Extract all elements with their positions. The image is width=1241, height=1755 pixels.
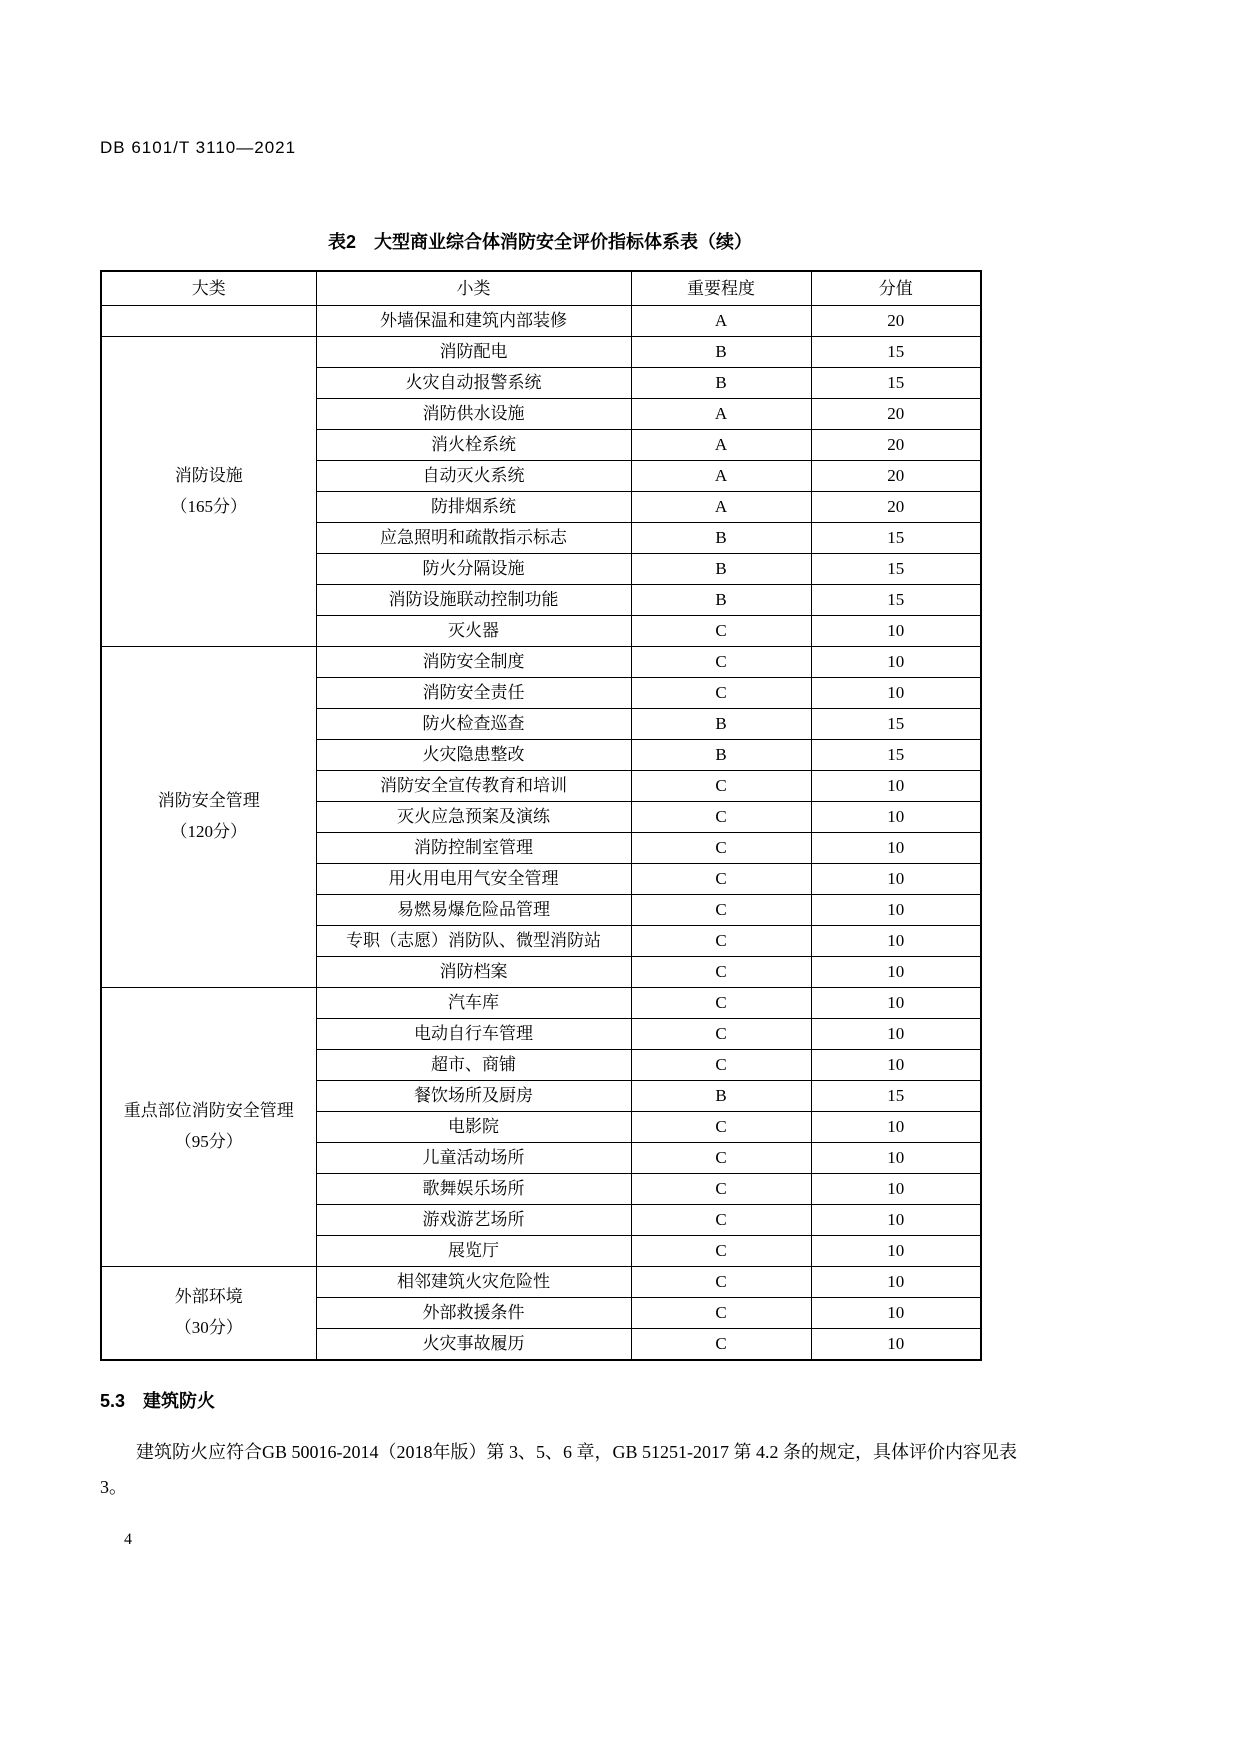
section-heading: 5.3 建筑防火 xyxy=(100,1391,216,1411)
subcategory-cell: 游戏游艺场所 xyxy=(316,1205,631,1236)
score-cell: 10 xyxy=(811,833,981,864)
score-cell: 10 xyxy=(811,988,981,1019)
table-title: 表2 大型商业综合体消防安全评价指标体系表（续） xyxy=(327,232,752,252)
category-score-note: （95分） xyxy=(174,1132,243,1151)
importance-cell: B xyxy=(631,740,811,771)
table-row xyxy=(101,647,981,678)
score-cell: 20 xyxy=(811,430,981,461)
eval-table xyxy=(100,270,982,1361)
subcategory-cell: 消火栓系统 xyxy=(316,430,631,461)
importance-cell: C xyxy=(631,1329,811,1361)
score-cell: 20 xyxy=(811,306,981,337)
table-header-cell: 重要程度 xyxy=(631,271,811,306)
category-score-note: （120分） xyxy=(170,822,247,841)
importance-cell: C xyxy=(631,1205,811,1236)
importance-cell: C xyxy=(631,678,811,709)
score-cell: 20 xyxy=(811,399,981,430)
score-cell: 10 xyxy=(811,1019,981,1050)
importance-cell: C xyxy=(631,926,811,957)
subcategory-cell: 防排烟系统 xyxy=(316,492,631,523)
page-number: 4 xyxy=(124,1531,132,1549)
table-header-row xyxy=(101,271,981,306)
doc-code-header: DB 6101/T 3110—2021 xyxy=(100,138,297,157)
importance-cell: C xyxy=(631,1174,811,1205)
section-paragraph: 建筑防火应符合GB 50016-2014（2018年版）第 3、5、6 章，GB 51251-2017 第 4.2 条的规定，具体评价内容见表 3。 xyxy=(100,1442,1017,1498)
subcategory-cell: 专职（志愿）消防队、微型消防站 xyxy=(316,926,631,957)
table-row xyxy=(101,337,981,368)
importance-cell: A xyxy=(631,430,811,461)
subcategory-cell: 消防设施联动控制功能 xyxy=(316,585,631,616)
table-header-cell: 大类 xyxy=(101,271,316,306)
subcategory-cell: 火灾自动报警系统 xyxy=(316,368,631,399)
table-row xyxy=(101,988,981,1019)
score-cell: 10 xyxy=(811,926,981,957)
score-cell: 10 xyxy=(811,802,981,833)
importance-cell: A xyxy=(631,492,811,523)
importance-cell: C xyxy=(631,895,811,926)
score-cell: 10 xyxy=(811,1267,981,1298)
score-cell: 15 xyxy=(811,523,981,554)
subcategory-cell: 易燃易爆危险品管理 xyxy=(316,895,631,926)
subcategory-cell: 儿童活动场所 xyxy=(316,1143,631,1174)
subcategory-cell: 消防安全制度 xyxy=(316,647,631,678)
importance-cell: B xyxy=(631,709,811,740)
importance-cell: C xyxy=(631,1298,811,1329)
subcategory-cell: 外部救援条件 xyxy=(316,1298,631,1329)
score-cell: 10 xyxy=(811,895,981,926)
subcategory-cell: 消防档案 xyxy=(316,957,631,988)
subcategory-cell: 超市、商铺 xyxy=(316,1050,631,1081)
importance-cell: C xyxy=(631,1143,811,1174)
category-cell xyxy=(101,988,316,1267)
importance-cell: B xyxy=(631,523,811,554)
subcategory-cell: 汽车库 xyxy=(316,988,631,1019)
importance-cell: C xyxy=(631,1019,811,1050)
importance-cell: B xyxy=(631,554,811,585)
importance-cell: C xyxy=(631,864,811,895)
importance-cell: A xyxy=(631,399,811,430)
importance-cell: C xyxy=(631,1112,811,1143)
score-cell: 15 xyxy=(811,709,981,740)
subcategory-cell: 电影院 xyxy=(316,1112,631,1143)
score-cell: 10 xyxy=(811,616,981,647)
importance-cell: A xyxy=(631,306,811,337)
subcategory-cell: 电动自行车管理 xyxy=(316,1019,631,1050)
category-cell xyxy=(101,337,316,647)
importance-cell: C xyxy=(631,1267,811,1298)
subcategory-cell: 消防安全宣传教育和培训 xyxy=(316,771,631,802)
score-cell: 10 xyxy=(811,1174,981,1205)
score-cell: 10 xyxy=(811,1298,981,1329)
score-cell: 10 xyxy=(811,1112,981,1143)
score-cell: 10 xyxy=(811,647,981,678)
score-cell: 10 xyxy=(811,1050,981,1081)
importance-cell: C xyxy=(631,802,811,833)
subcategory-cell: 消防供水设施 xyxy=(316,399,631,430)
subcategory-cell: 防火分隔设施 xyxy=(316,554,631,585)
subcategory-cell: 消防安全责任 xyxy=(316,678,631,709)
category-label: 外部环境 xyxy=(174,1287,243,1307)
category-cell xyxy=(101,1267,316,1361)
importance-cell: B xyxy=(631,585,811,616)
score-cell: 10 xyxy=(811,771,981,802)
score-cell: 15 xyxy=(811,1081,981,1112)
category-label: 消防安全管理 xyxy=(157,791,260,811)
category-cell xyxy=(101,306,316,337)
subcategory-cell: 餐饮场所及厨房 xyxy=(316,1081,631,1112)
subcategory-cell: 防火检查巡查 xyxy=(316,709,631,740)
subcategory-cell: 相邻建筑火灾危险性 xyxy=(316,1267,631,1298)
category-cell xyxy=(101,647,316,988)
table-header-cell: 分值 xyxy=(811,271,981,306)
table-row xyxy=(101,306,981,337)
category-score-note: （165分） xyxy=(170,496,247,516)
score-cell: 10 xyxy=(811,678,981,709)
score-cell: 10 xyxy=(811,1329,981,1361)
score-cell: 10 xyxy=(811,1236,981,1267)
score-cell: 10 xyxy=(811,1143,981,1174)
importance-cell: C xyxy=(631,616,811,647)
subcategory-cell: 外墙保温和建筑内部装修 xyxy=(316,306,631,337)
score-cell: 15 xyxy=(811,337,981,368)
importance-cell: B xyxy=(631,1081,811,1112)
importance-cell: C xyxy=(631,647,811,678)
subcategory-cell: 灭火应急预案及演练 xyxy=(316,802,631,833)
category-label: 消防设施 xyxy=(174,465,243,485)
subcategory-cell: 展览厅 xyxy=(316,1236,631,1267)
score-cell: 10 xyxy=(811,1205,981,1236)
subcategory-cell: 灭火器 xyxy=(316,616,631,647)
category-label: 重点部位消防安全管理 xyxy=(123,1101,294,1121)
score-cell: 20 xyxy=(811,492,981,523)
importance-cell: C xyxy=(631,957,811,988)
importance-cell: C xyxy=(631,833,811,864)
score-cell: 20 xyxy=(811,461,981,492)
importance-cell: C xyxy=(631,988,811,1019)
subcategory-cell: 自动灭火系统 xyxy=(316,461,631,492)
score-cell: 15 xyxy=(811,554,981,585)
score-cell: 15 xyxy=(811,368,981,399)
importance-cell: A xyxy=(631,461,811,492)
subcategory-cell: 火灾隐患整改 xyxy=(316,740,631,771)
subcategory-cell: 消防配电 xyxy=(316,337,631,368)
score-cell: 10 xyxy=(811,864,981,895)
importance-cell: C xyxy=(631,771,811,802)
subcategory-cell: 火灾事故履历 xyxy=(316,1329,631,1361)
subcategory-cell: 用火用电用气安全管理 xyxy=(316,864,631,895)
subcategory-cell: 消防控制室管理 xyxy=(316,833,631,864)
score-cell: 15 xyxy=(811,740,981,771)
importance-cell: B xyxy=(631,337,811,368)
importance-cell: C xyxy=(631,1236,811,1267)
score-cell: 10 xyxy=(811,957,981,988)
table-row xyxy=(101,1267,981,1298)
table-header-cell: 小类 xyxy=(316,271,631,306)
importance-cell: C xyxy=(631,1050,811,1081)
category-score-note: （30分） xyxy=(174,1318,243,1337)
subcategory-cell: 应急照明和疏散指示标志 xyxy=(316,523,631,554)
score-cell: 15 xyxy=(811,585,981,616)
subcategory-cell: 歌舞娱乐场所 xyxy=(316,1174,631,1205)
importance-cell: B xyxy=(631,368,811,399)
